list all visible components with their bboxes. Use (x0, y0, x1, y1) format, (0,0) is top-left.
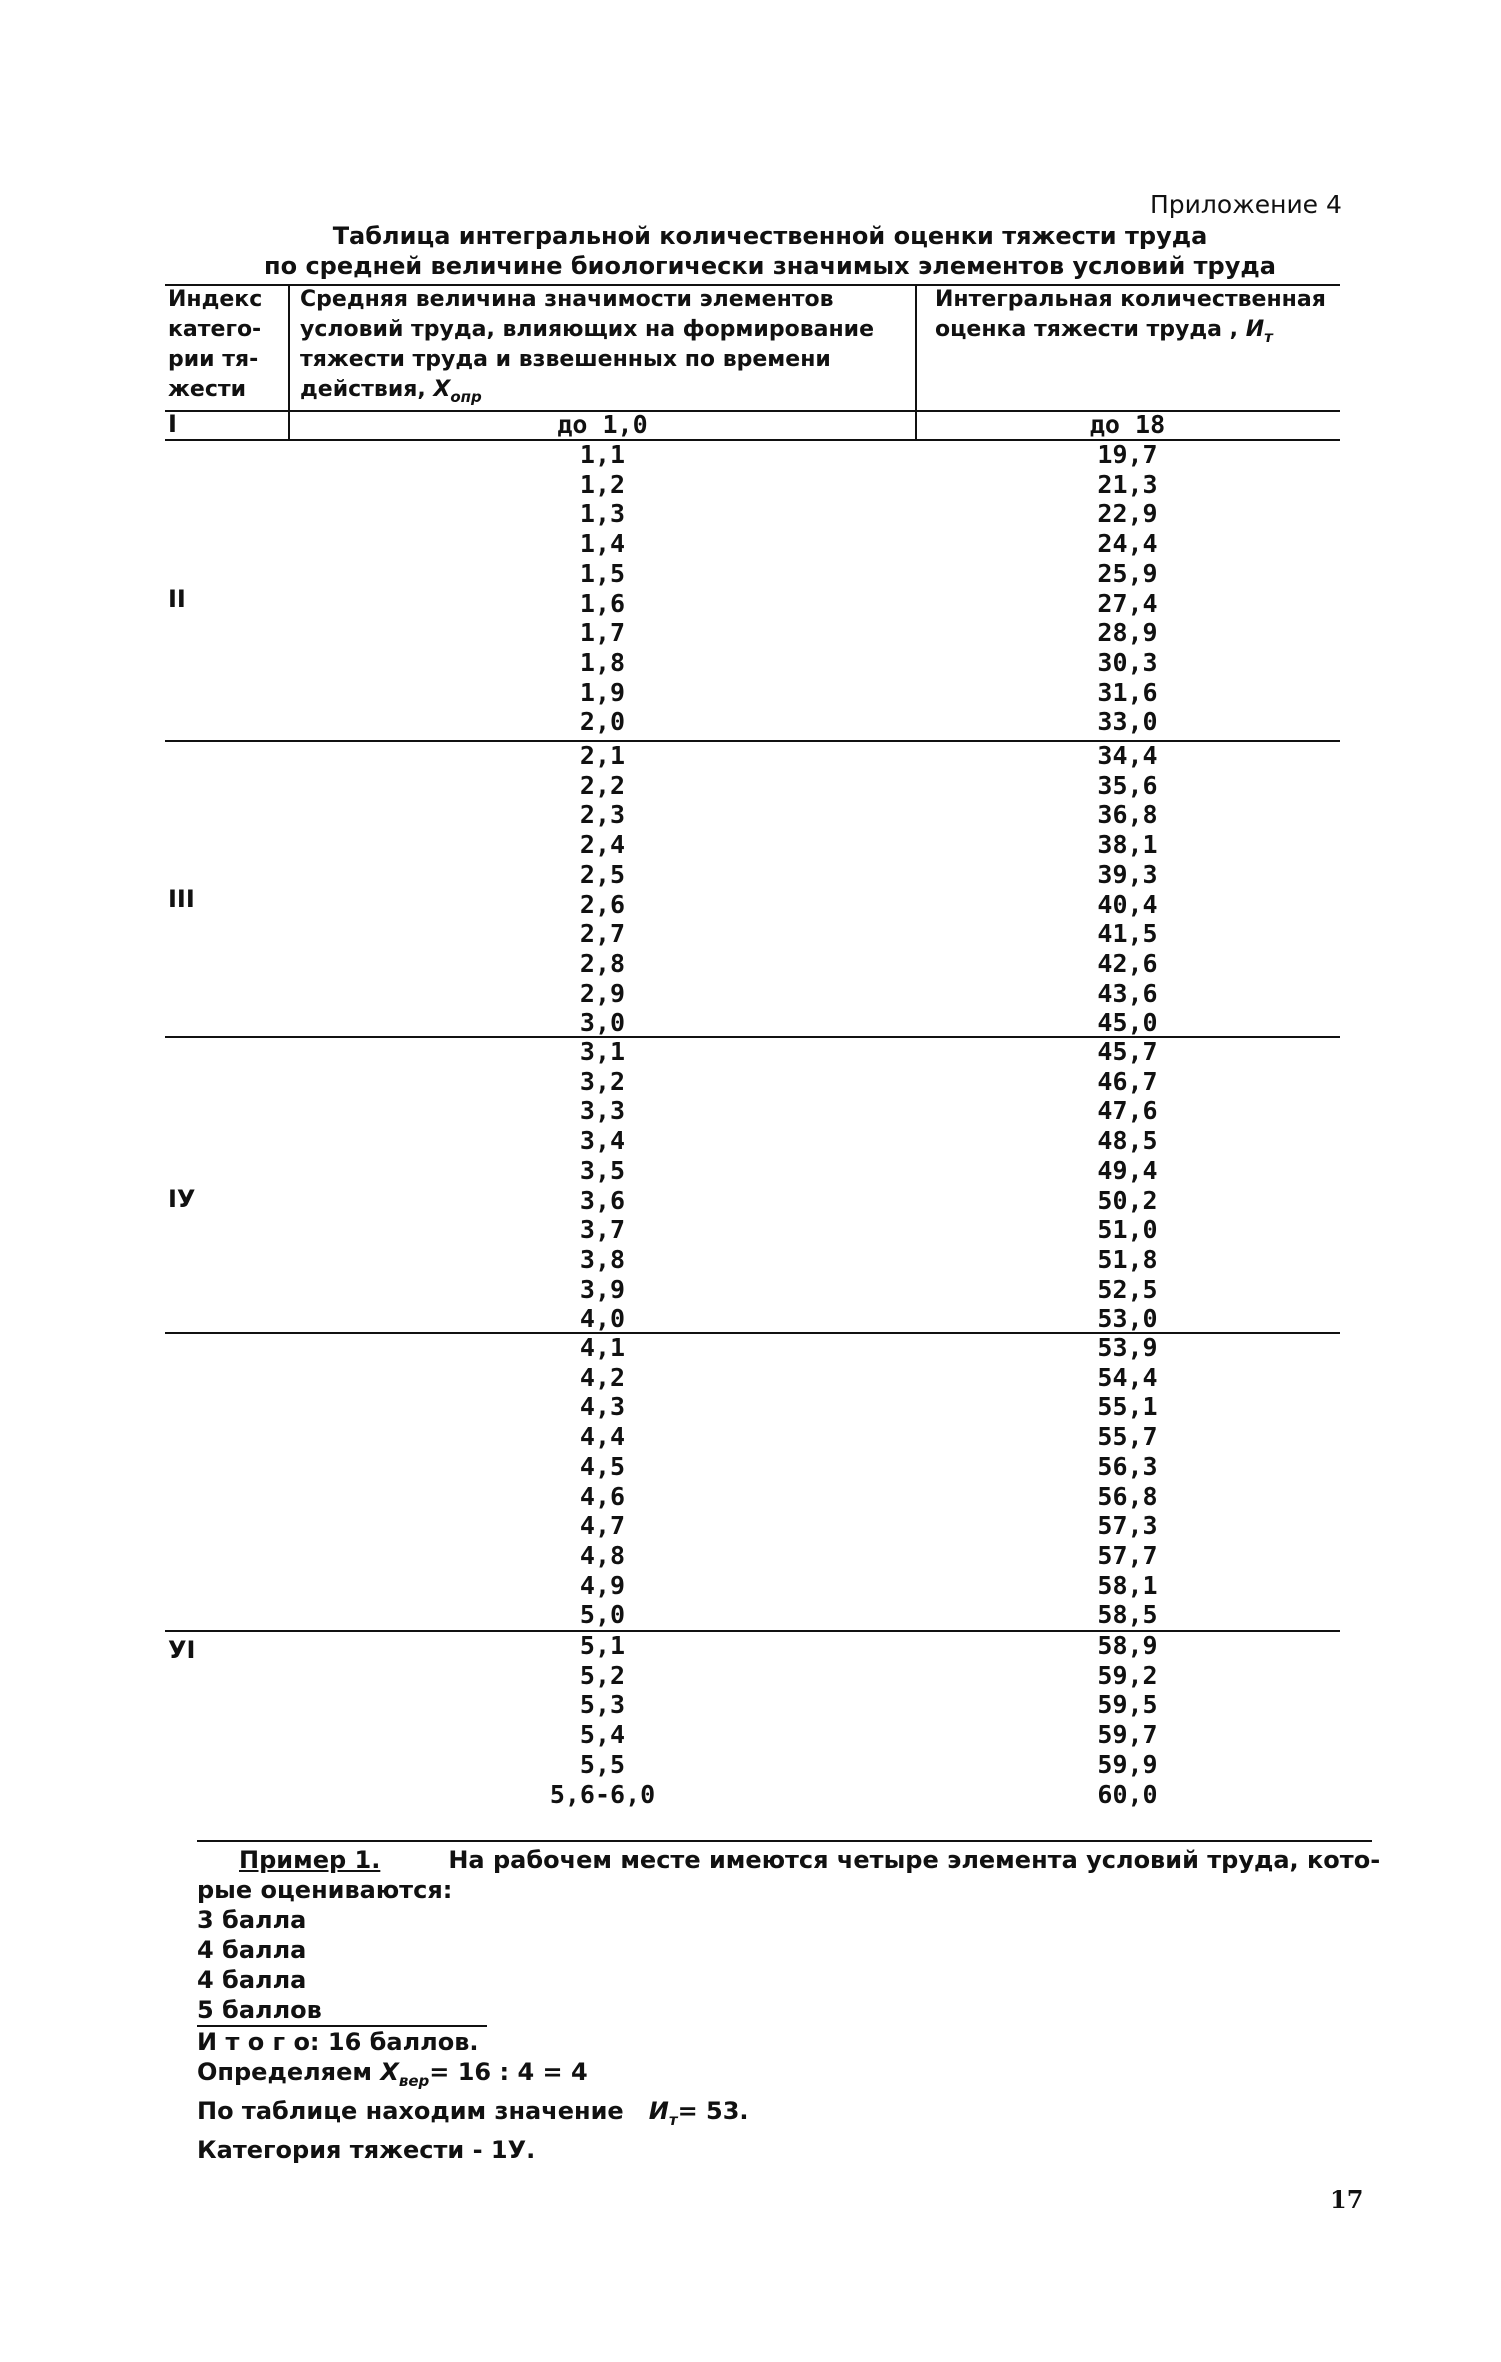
integral-score-cell: 51,0 (1097, 1215, 1158, 1245)
integral-score-cell: 51,8 (1097, 1244, 1158, 1274)
average-value-cell: 5,0 (579, 1600, 626, 1630)
average-value-cell: 3,2 (579, 1066, 626, 1096)
average-value-cell: 4,0 (579, 1304, 626, 1334)
average-value-cell: 1,2 (579, 469, 626, 499)
calc-line: Определяем $X_{вер}= 16$ : 4 = 4 (197, 2058, 588, 2090)
integral-score-cell: 60,0 (1097, 1779, 1158, 1809)
integral-score-cell: 45,0 (1097, 1008, 1158, 1038)
category-index: IУ (168, 1185, 196, 1213)
integral-score-cell: 45,7 (1097, 1037, 1158, 1066)
total-line: И т о г о: 16 баллов. (197, 2025, 487, 2057)
integral-score-cell: 21,3 (1097, 469, 1158, 499)
average-value-cell: 1,1 (579, 440, 626, 469)
average-value-cell: 3,8 (579, 1244, 626, 1274)
integral-score-cell: 52,5 (1097, 1274, 1158, 1304)
integral-score-cell: 42,6 (1097, 948, 1158, 978)
average-value-cell: 4,1 (579, 1333, 626, 1362)
average-value-cell: 4,2 (579, 1362, 626, 1392)
category-index: УI (168, 1636, 196, 1664)
integral-score-cell: 56,8 (1097, 1481, 1158, 1511)
integral-score-cell: 28,9 (1097, 618, 1158, 648)
category-index: I (168, 410, 177, 438)
integral-score-cell: 57,7 (1097, 1540, 1158, 1570)
integral-score-cell: 34,4 (1097, 741, 1158, 770)
average-value-cell: 3,5 (579, 1155, 626, 1185)
average-value-column (290, 741, 915, 1038)
integral-score-cell: 49,4 (1097, 1155, 1158, 1185)
category-index: II (168, 585, 186, 613)
score-item: 3 балла (197, 1906, 307, 1934)
average-value-cell: 1,4 (579, 529, 626, 559)
average-value-cell: 4,7 (579, 1511, 626, 1541)
category-index: III (168, 885, 195, 913)
integral-score-cell: 53,0 (1097, 1304, 1158, 1334)
average-value-cell: 4,3 (579, 1392, 626, 1422)
example-divider (197, 1840, 1372, 1842)
average-value-cell: 2,1 (579, 741, 626, 770)
integral-score-cell: 31,6 (1097, 677, 1158, 707)
header-index-category: Индекс катего- рии тя- жести (168, 287, 263, 402)
average-value-cell: 3,9 (579, 1274, 626, 1304)
average-value-column (290, 1037, 915, 1334)
integral-score-column (915, 440, 1340, 737)
header-average-value: Средняя величина значимости элементов условий труда, влияющих на формирование тяжести труда и взвешенных по времени действия, $X_{опр}$ (300, 287, 874, 406)
average-value-cell: 2,0 (579, 707, 626, 737)
score-item: 4 балла (197, 1936, 307, 1964)
integral-score-cell: 35,6 (1097, 770, 1158, 800)
average-value-cell: 5,4 (579, 1720, 626, 1750)
average-value-cell: 3,6 (579, 1185, 626, 1215)
average-value-cell: 4,5 (579, 1451, 626, 1481)
average-value-cell: 2,5 (579, 859, 626, 889)
score-item: 4 балла (197, 1966, 307, 1994)
integral-score-cell: 30,3 (1097, 647, 1158, 677)
integral-score-cell: 24,4 (1097, 529, 1158, 559)
integral-score-cell: 38,1 (1097, 830, 1158, 860)
integral-score-cell: 50,2 (1097, 1185, 1158, 1215)
table-title-line1: Таблица интегральной количественной оценки тяжести труда (332, 222, 1208, 250)
average-value-cell: 2,9 (579, 978, 626, 1008)
table-title-line2: по средней величине биологически значимых элементов условий труда (264, 252, 1276, 280)
integral-score-cell: 59,5 (1097, 1690, 1158, 1720)
header-integral-score: Интегральная количественная оценка тяжести труда , $И_т$ (935, 287, 1326, 346)
integral-score-column (915, 1631, 1340, 1809)
integral-score-cell: 55,7 (1097, 1422, 1158, 1452)
integral-score-cell: 55,1 (1097, 1392, 1158, 1422)
integral-score-cell: 36,8 (1097, 800, 1158, 830)
example-text: рые оцениваются: (197, 1876, 453, 1904)
average-value-cell: 5,3 (579, 1690, 626, 1720)
integral-score-cell: 41,5 (1097, 919, 1158, 949)
average-value-cell: 4,9 (579, 1570, 626, 1600)
integral-score-cell: 54,4 (1097, 1362, 1158, 1392)
integral-score-cell: 46,7 (1097, 1066, 1158, 1096)
average-value-cell: 1,9 (579, 677, 626, 707)
integral-score-cell: 40,4 (1097, 889, 1158, 919)
integral-score-cell: 58,1 (1097, 1570, 1158, 1600)
average-value-cell: 3,3 (579, 1096, 626, 1126)
average-value-cell: 2,8 (579, 948, 626, 978)
integral-score-cell: 33,0 (1097, 707, 1158, 737)
integral-score-cell: 19,7 (1097, 440, 1158, 469)
integral-score-cell: 25,9 (1097, 558, 1158, 588)
integral-score-cell: 43,6 (1097, 978, 1158, 1008)
average-value-cell: 2,4 (579, 830, 626, 860)
average-value-cell: 5,5 (579, 1749, 626, 1779)
average-value-cell: 5,2 (579, 1660, 626, 1690)
average-value-cell: 1,6 (579, 588, 626, 618)
integral-score-cell: до 18 (1089, 410, 1166, 439)
average-value-cell: 1,3 (579, 499, 626, 529)
average-value-cell: 4,6 (579, 1481, 626, 1511)
average-value-column (290, 440, 915, 737)
average-value-cell: 2,2 (579, 770, 626, 800)
average-value-cell: 3,1 (579, 1037, 626, 1066)
example-label: Пример 1. (239, 1846, 381, 1874)
integral-score-cell: 47,6 (1097, 1096, 1158, 1126)
integral-score-cell: 59,9 (1097, 1749, 1158, 1779)
page-number: 17 (1330, 2185, 1364, 2214)
integral-score-cell: 57,3 (1097, 1511, 1158, 1541)
category-line: Категория тяжести - 1У. (197, 2136, 536, 2164)
average-value-cell: 1,7 (579, 618, 626, 648)
average-value-cell: 3,7 (579, 1215, 626, 1245)
integral-score-cell: 59,2 (1097, 1660, 1158, 1690)
average-value-cell: 5,6-6,0 (549, 1779, 656, 1809)
integral-score-cell: 56,3 (1097, 1451, 1158, 1481)
average-value-cell: 4,4 (579, 1422, 626, 1452)
average-value-cell: 2,7 (579, 919, 626, 949)
integral-score-cell: 58,5 (1097, 1600, 1158, 1630)
average-value-cell: 1,5 (579, 558, 626, 588)
integral-score-cell: 58,9 (1097, 1631, 1158, 1660)
average-value-cell: 1,8 (579, 647, 626, 677)
average-value-cell: до 1,0 (557, 410, 648, 439)
integral-score-column (915, 741, 1340, 1038)
integral-score-cell: 27,4 (1097, 588, 1158, 618)
average-value-column (290, 1333, 915, 1630)
integral-score-cell: 59,7 (1097, 1720, 1158, 1750)
integral-score-column (915, 1333, 1340, 1630)
average-value-cell: 2,6 (579, 889, 626, 919)
example-block (197, 1845, 1380, 2165)
average-value-cell: 4,8 (579, 1540, 626, 1570)
average-value-cell: 5,1 (579, 1631, 626, 1660)
integral-score-cell: 22,9 (1097, 499, 1158, 529)
average-value-cell: 3,0 (579, 1008, 626, 1038)
integral-score-cell: 48,5 (1097, 1126, 1158, 1156)
score-item: 5 баллов (197, 1996, 322, 2024)
average-value-cell: 3,4 (579, 1126, 626, 1156)
example-text: На рабочем месте имеются четыре элемента условий труда, кото- (448, 1846, 1381, 1874)
integral-score-cell: 39,3 (1097, 859, 1158, 889)
average-value-column (290, 1631, 915, 1809)
average-value-cell: 2,3 (579, 800, 626, 830)
integral-score-column (915, 1037, 1340, 1334)
integral-score-cell: 53,9 (1097, 1333, 1158, 1362)
appendix-label: Приложение 4 (1150, 190, 1342, 219)
find-line: По таблице находим значение $И_т= 53$. (197, 2097, 749, 2129)
